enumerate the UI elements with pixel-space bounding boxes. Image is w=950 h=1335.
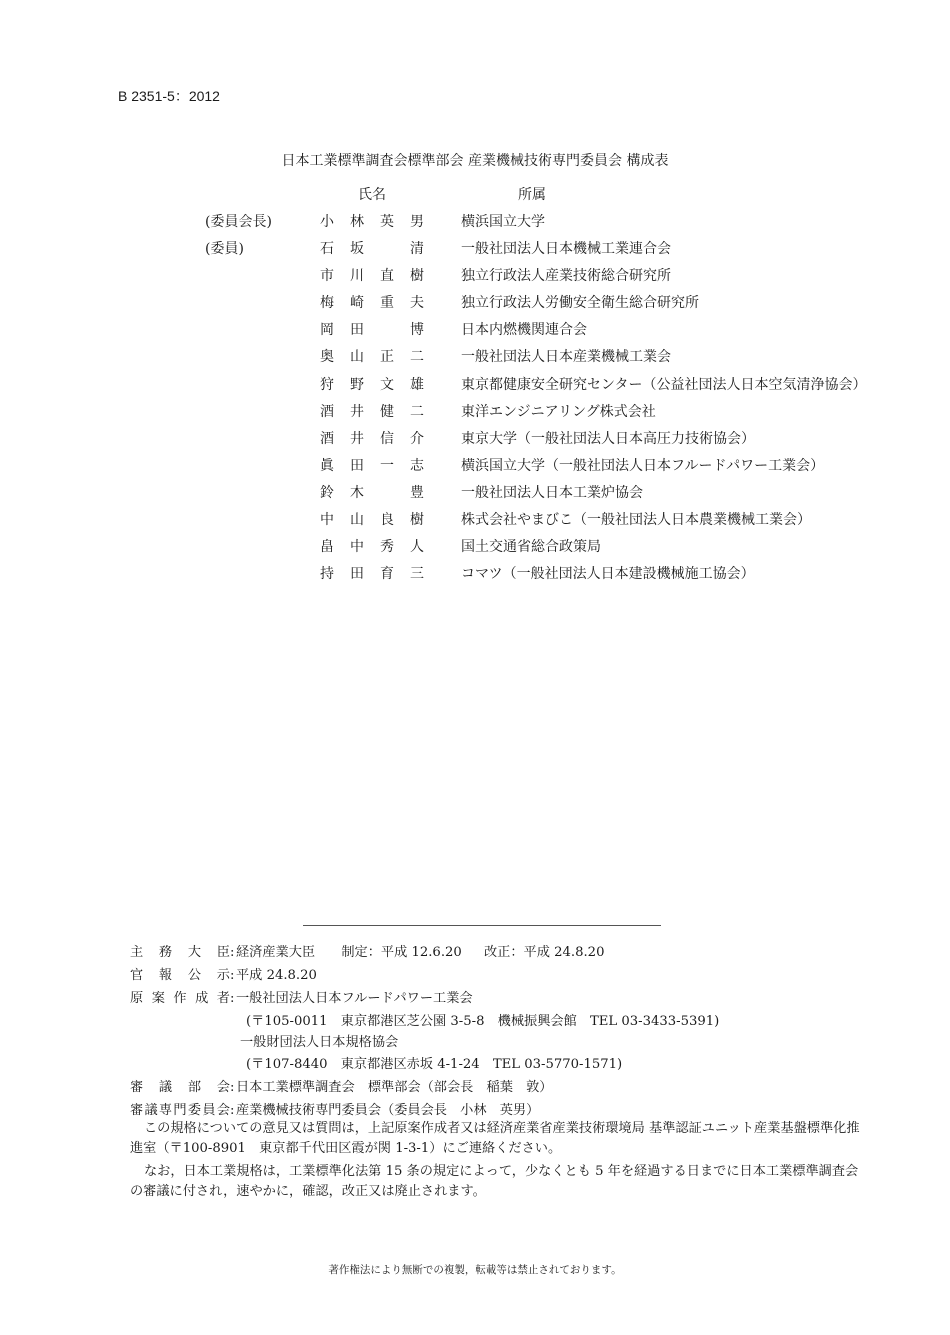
member-name-char: 清 <box>410 241 424 258</box>
review-text: なお，日本工業規格は，工業標準化法第 15 条の規定によって，少なくとも 5 年を経過する日までに日本工業標準調査会の審議に付され，速やかに，確認，改正又は廃止されます。 <box>130 1164 859 1199</box>
minister-value: 経済産業大臣 <box>236 945 316 960</box>
drafter-value: 一般社団法人日本フルードパワー工業会 <box>236 991 473 1006</box>
gazette-line: 官報公示: 平成 24.8.20 <box>130 964 317 983</box>
enacted-date: 制定：平成 12.6.20 <box>341 945 462 960</box>
member-row <box>0 316 950 343</box>
member-name-char: 酒 <box>320 403 334 420</box>
member-row <box>0 371 950 398</box>
member-name <box>318 455 426 475</box>
member-name-char: 狩 <box>320 376 334 393</box>
inquiry-text: この規格についての意見又は質問は，上記原案作成者又は経済産業省産業技術環境局 基準認証ユニット産業基盤標準化推進室（〒100-8901 東京都千代田区霞が関 1-3-1）にご連絡ください。 <box>130 1121 860 1156</box>
member-name-char: 英 <box>380 214 394 230</box>
member-row <box>0 262 950 289</box>
member-affiliation: 独立行政法人労働安全衛生総合研究所 <box>461 295 699 312</box>
member-name <box>318 374 426 394</box>
member-row <box>0 506 950 533</box>
member-name-char: 山 <box>350 349 364 366</box>
drafter-line: 原案作成者: 一般社団法人日本フルードパワー工業会 <box>130 987 473 1006</box>
member-name-char: 夫 <box>410 295 424 312</box>
special-committee-value: 産業機械技術専門委員会（委員会長 小林 英男） <box>236 1103 540 1118</box>
member-name-char: 田 <box>350 457 364 474</box>
revised-date: 改正：平成 24.8.20 <box>484 945 605 960</box>
member-name-char: 豊 <box>410 484 424 501</box>
member-name-char: 持 <box>320 566 334 583</box>
member-name-char: 石 <box>320 241 334 258</box>
member-name-char: 秀 <box>380 539 394 556</box>
drafter2-value: 一般財団法人日本規格協会 <box>240 1035 399 1050</box>
member-name-char: 崎 <box>350 295 364 312</box>
member-row <box>0 398 950 425</box>
member-name-char: 健 <box>380 403 394 420</box>
member-affiliation: 一般社団法人日本産業機械工業会 <box>461 349 671 366</box>
drafter-address: (〒105-0011 東京都港区芝公園 3-5-8 機械振興会館 TEL 03-3433-5391) <box>246 1014 720 1029</box>
member-name-char: 鈴 <box>320 484 334 501</box>
member-name-char: 市 <box>320 268 334 285</box>
member-affiliation: 株式会社やまびこ（一般社団法人日本農業機械工業会） <box>461 512 811 529</box>
member-name-char: 梅 <box>320 295 334 312</box>
member-row <box>0 452 950 479</box>
member-name-char: 介 <box>410 430 424 447</box>
member-name-char: 樹 <box>410 512 424 529</box>
member-name <box>318 536 426 556</box>
member-name-char: 一 <box>380 457 394 474</box>
minister-line: 主務大臣: 経済産業大臣 制定：平成 12.6.20 改正：平成 24.8.20 <box>130 941 604 960</box>
member-name <box>318 482 426 502</box>
member-name-char: 文 <box>380 376 394 393</box>
member-name <box>318 563 426 583</box>
member-role: (委員) <box>205 241 244 258</box>
member-name-char: 田 <box>350 322 364 339</box>
member-name-char: 博 <box>410 322 424 339</box>
council-label: 審議部会 <box>130 1080 230 1095</box>
member-name-char: 直 <box>380 268 394 285</box>
member-affiliation: 東京大学（一般社団法人日本高圧力技術協会） <box>461 430 755 447</box>
member-name-char: 川 <box>350 268 364 285</box>
divider <box>303 925 661 926</box>
member-affiliation: コマツ（一般社団法人日本建設機械施工協会） <box>461 566 755 583</box>
member-name-char: 信 <box>380 430 394 447</box>
member-name-char: 井 <box>350 403 364 420</box>
member-row <box>0 289 950 316</box>
member-name-char: 重 <box>380 295 394 312</box>
member-name-char: 樹 <box>410 268 424 285</box>
member-name-char: 井 <box>350 430 364 447</box>
member-name-char: 田 <box>350 566 364 583</box>
member-affiliation: 東洋エンジニアリング株式会社 <box>461 403 656 420</box>
member-name-char: 眞 <box>320 457 334 474</box>
drafter-label: 原案作成者 <box>130 991 230 1006</box>
drafter2-address: (〒107-8440 東京都港区赤坂 4-1-24 TEL 03-5770-1571) <box>246 1057 623 1072</box>
member-row <box>0 235 950 262</box>
member-row <box>0 533 950 560</box>
member-name <box>318 238 426 258</box>
member-name <box>318 428 426 448</box>
copyright-notice: 著作権法により無断での複製，転載等は禁止されております。 <box>328 1264 622 1276</box>
member-affiliation: 東京都健康安全研究センター（公益社団法人日本空気清浄協会） <box>461 376 867 393</box>
member-name-char: 男 <box>410 214 424 230</box>
member-affiliation: 独立行政法人産業技術総合研究所 <box>461 268 671 285</box>
member-name <box>318 509 426 529</box>
member-affiliation: 国土交通省総合政策局 <box>461 539 601 556</box>
member-list <box>0 208 950 587</box>
member-row <box>0 343 950 370</box>
member-name <box>318 211 426 231</box>
member-name <box>318 292 426 312</box>
member-name-char: 育 <box>380 566 394 583</box>
member-name-char <box>378 238 396 258</box>
member-name-char <box>378 319 396 339</box>
member-row <box>0 560 950 587</box>
member-name-char: 山 <box>350 512 364 529</box>
review-note <box>130 1162 860 1202</box>
member-affiliation: 一般社団法人日本工業炉協会 <box>461 484 643 501</box>
member-name-char: 人 <box>410 539 424 556</box>
council-line: 審議部会: 日本工業標準調査会 標準部会（部会長 稲葉 敦） <box>130 1076 553 1095</box>
column-header-affiliation: 所属 <box>518 187 546 203</box>
member-name <box>318 346 426 366</box>
member-name-char: 木 <box>350 484 364 501</box>
member-name-char: 三 <box>410 566 424 583</box>
member-row <box>0 425 950 452</box>
member-name-char <box>378 482 396 502</box>
member-name-char: 正 <box>380 349 394 366</box>
special-committee-line: 審議専門委員会: 産業機械技術専門委員会（委員会長 小林 英男） <box>130 1099 539 1118</box>
member-name-char: 中 <box>350 539 364 556</box>
member-name-char: 小 <box>320 214 334 230</box>
member-affiliation: 一般社団法人日本機械工業連合会 <box>461 241 671 258</box>
member-affiliation: 横浜国立大学（一般社団法人日本フルードパワー工業会） <box>461 457 825 474</box>
member-name-char: 岡 <box>320 322 334 339</box>
member-row <box>0 208 950 235</box>
inquiry-note <box>130 1119 860 1159</box>
member-affiliation: 日本内燃機関連合会 <box>461 322 587 339</box>
member-name-char: 坂 <box>350 241 364 258</box>
member-name-char: 畠 <box>320 539 334 556</box>
member-name-char: 酒 <box>320 430 334 447</box>
standard-code: B 2351-5：2012 <box>118 88 220 104</box>
council-value: 日本工業標準調査会 標準部会（部会長 稲葉 敦） <box>236 1080 553 1095</box>
member-name-char: 志 <box>410 457 424 474</box>
member-name <box>318 401 426 421</box>
gazette-label: 官報公示 <box>130 968 230 983</box>
minister-label: 主務大臣 <box>130 945 230 960</box>
member-name-char: 林 <box>350 214 364 230</box>
member-name-char: 雄 <box>410 376 424 393</box>
member-name-char: 奥 <box>320 349 334 366</box>
committee-title: 日本工業標準調査会標準部会 産業機械技術専門委員会 構成表 <box>281 153 669 169</box>
member-role: (委員会長) <box>205 214 272 230</box>
member-name <box>318 319 426 339</box>
member-row <box>0 479 950 506</box>
member-name <box>318 265 426 285</box>
column-header-name: 氏名 <box>358 187 386 203</box>
member-name-char: 野 <box>350 376 364 393</box>
member-name-char: 良 <box>380 512 394 529</box>
member-affiliation: 横浜国立大学 <box>461 214 545 230</box>
member-name-char: 二 <box>410 403 424 420</box>
special-committee-label: 審議専門委員会 <box>130 1103 230 1118</box>
member-name-char: 二 <box>410 349 424 366</box>
gazette-value: 平成 24.8.20 <box>236 968 317 983</box>
member-name-char: 中 <box>320 512 334 529</box>
